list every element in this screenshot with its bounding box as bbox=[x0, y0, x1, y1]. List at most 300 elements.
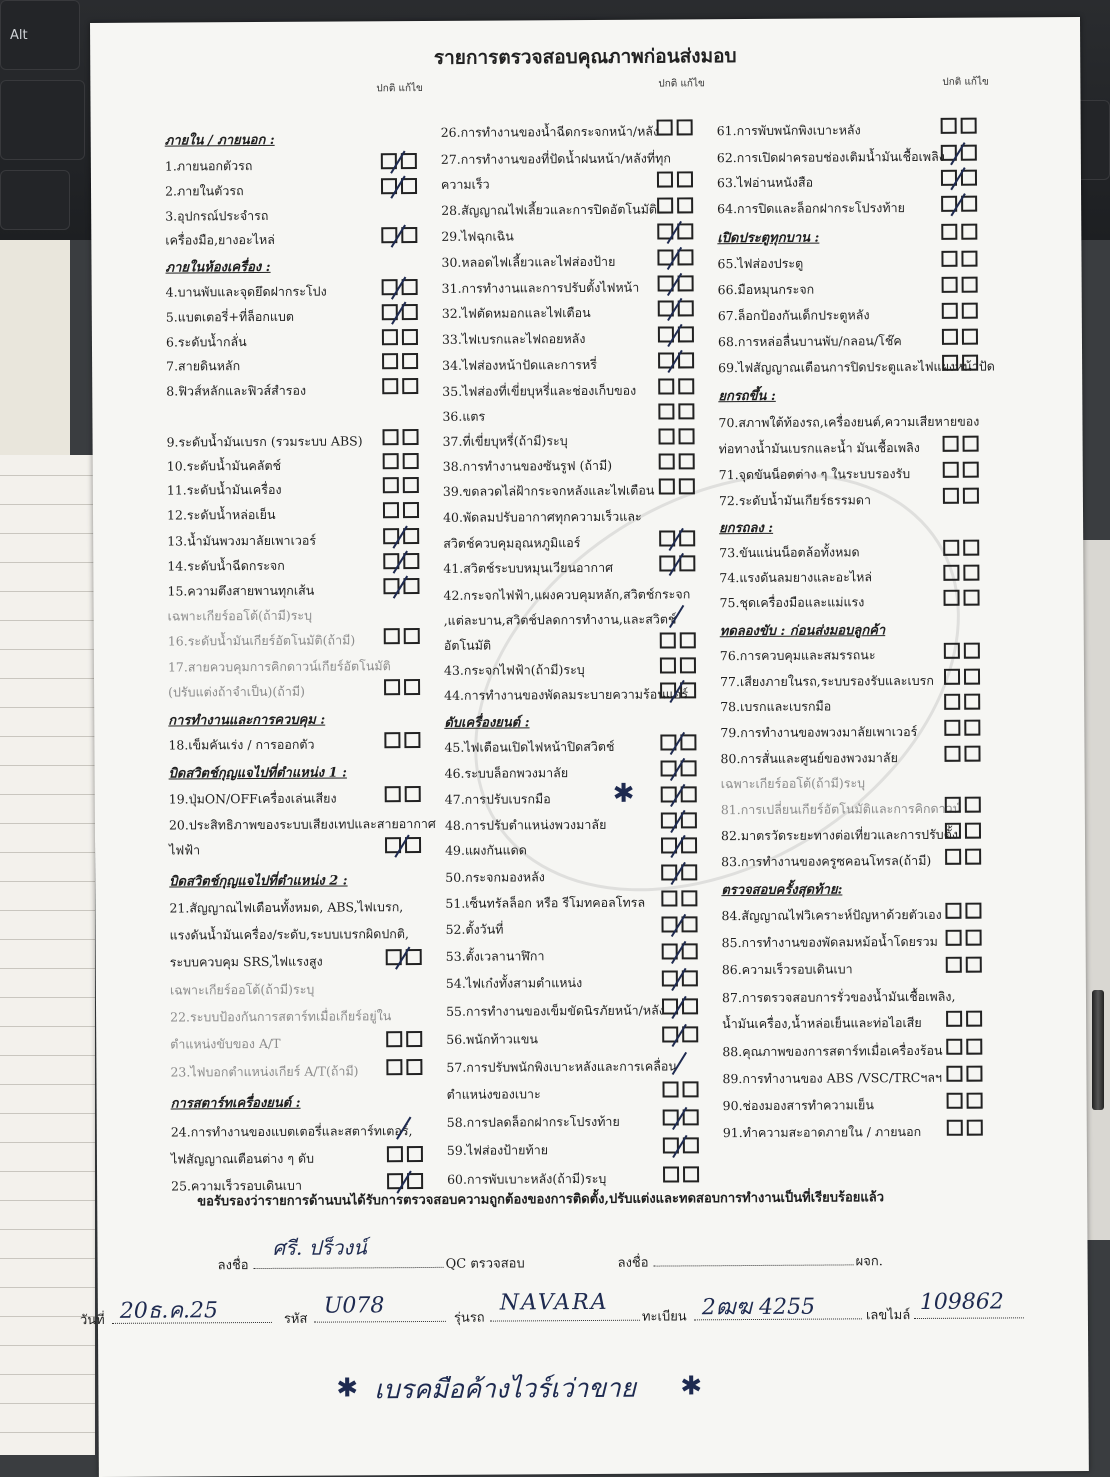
checkbox-fixed[interactable] bbox=[680, 682, 696, 698]
checkbox-fixed[interactable] bbox=[678, 403, 694, 419]
ruled-line bbox=[0, 794, 95, 795]
checkbox-fixed[interactable] bbox=[965, 823, 981, 839]
checklist-item-label: น้ำมันเครื่อง,น้ำหล่อเย็นและท่อไอเสีย bbox=[722, 1014, 922, 1032]
checkbox-fixed[interactable] bbox=[967, 1093, 983, 1109]
field-line bbox=[914, 1317, 1024, 1319]
checkbox-fixed[interactable] bbox=[680, 632, 696, 648]
checklist-item-label: เฉพาะเกียร์ออโต้(ถ้ามี)ระบุ bbox=[169, 981, 315, 998]
checkbox-fixed[interactable] bbox=[677, 171, 693, 187]
checkbox-fixed[interactable] bbox=[404, 628, 420, 644]
checkbox-normal[interactable] bbox=[943, 462, 959, 478]
code-value: U078 bbox=[323, 1293, 385, 1319]
checkbox-normal[interactable] bbox=[945, 797, 961, 813]
ruled-line bbox=[0, 881, 95, 882]
checkbox-fixed[interactable] bbox=[964, 694, 980, 710]
checklist-item-label: 46.ระบบล็อกพวงมาลัย bbox=[444, 765, 569, 781]
checkbox-normal[interactable] bbox=[383, 502, 399, 518]
checkbox-fixed[interactable] bbox=[681, 916, 697, 932]
checkbox-fixed[interactable] bbox=[678, 300, 694, 316]
checklist-item-label: 24.การทำงานของแบตเตอรี่และสตาร์ทเตอร์, bbox=[170, 1123, 413, 1140]
checkbox-normal[interactable] bbox=[384, 732, 400, 748]
checkbox-normal[interactable] bbox=[943, 565, 959, 581]
sign-label-qc: ลงชื่อ bbox=[217, 1258, 249, 1274]
checklist-item-label: 58.การปลดล็อกฝากระโปรงท้าย bbox=[446, 1113, 620, 1130]
checklist-item-label: 57.การปรับพนักพิงเบาะหลังและการเคลื่อน bbox=[446, 1058, 677, 1075]
checkbox-normal[interactable] bbox=[944, 643, 960, 659]
checklist-item-label: 51.เซ็นทรัลล็อก หรือ รีโมทคอลโทรล bbox=[445, 894, 646, 911]
checklist-item-label: ตำแหน่งของเบาะ bbox=[446, 1086, 541, 1102]
checkbox-fixed[interactable] bbox=[964, 669, 980, 685]
checklist-item-label: 83.การทำงานของครูซคอนโทรล(ถ้ามี) bbox=[721, 852, 932, 870]
code-label: รหัส bbox=[283, 1311, 308, 1327]
checklist-item-label: 39.ขดลวดไล่ฝ้ากระจกหลังและไฟเตือน bbox=[442, 482, 655, 499]
checklist-item-label: 67.ล็อกป้องกันเด็กประตูหลัง bbox=[717, 307, 870, 324]
checkbox-normal[interactable] bbox=[946, 1039, 962, 1055]
checkbox-fixed[interactable] bbox=[966, 930, 982, 946]
checklist-item-label: 27.การทำงานของที่ปัดน้ำฝนหน้า/หลังที่ทุก bbox=[440, 150, 671, 167]
ruled-line bbox=[0, 1432, 95, 1433]
checklist-item-label: 59.ไฟส่องป้ายท้าย bbox=[446, 1142, 549, 1158]
checkbox-normal[interactable] bbox=[946, 1011, 962, 1027]
checklist-item-label: 19.ปุ่มON/OFFเครื่องเล่นเสียง bbox=[168, 790, 337, 807]
checklist-item-label: เฉพาะเกียร์ออโต้(ถ้ามี)ระบุ bbox=[167, 607, 313, 624]
plate-label: ทะเบียน bbox=[641, 1309, 687, 1325]
checkbox-normal[interactable] bbox=[944, 720, 960, 736]
checklist-item-label: ,แต่ละบาน,สวิตช์ปลดการทำงาน,และสวิตช์ bbox=[443, 611, 677, 628]
checkbox-normal[interactable] bbox=[659, 453, 675, 469]
checkbox-normal[interactable] bbox=[659, 478, 675, 494]
checklist-item-label: 28.สัญญาณไฟเลี้ยวและการปิดอัตโนมัติ bbox=[441, 201, 658, 218]
ruled-line bbox=[0, 1287, 95, 1288]
checkbox-fixed[interactable] bbox=[403, 502, 419, 518]
checkbox-fixed[interactable] bbox=[682, 998, 698, 1014]
checklist-item-label: 36.แตร bbox=[442, 408, 486, 424]
checkbox-fixed[interactable] bbox=[965, 797, 981, 813]
checkbox-fixed[interactable] bbox=[678, 326, 694, 342]
checkbox-fixed[interactable] bbox=[402, 353, 418, 369]
ruled-line bbox=[0, 1084, 95, 1085]
checklist-item-label: 91.ทำความสะอาดภายใน / ภายนอก bbox=[722, 1123, 922, 1141]
checkbox-fixed[interactable] bbox=[682, 943, 698, 959]
checkbox-fixed[interactable] bbox=[961, 170, 977, 186]
checkbox-fixed[interactable] bbox=[963, 540, 979, 556]
checklist-item-label: 25.ความเร็วรอบเดินเบา bbox=[171, 1177, 303, 1194]
checkbox-normal[interactable] bbox=[942, 303, 958, 319]
checklist-item-label: 64.การปิดและล็อกฝากระโปรงท้าย bbox=[717, 200, 905, 217]
checklist-item-label: 13.น้ำมันพวงมาลัยเพาเวอร์ bbox=[167, 532, 317, 549]
checkbox-fixed[interactable] bbox=[681, 864, 697, 880]
checkbox-fixed[interactable] bbox=[963, 462, 979, 478]
model-value: NAVARA bbox=[499, 1289, 609, 1316]
checkbox-normal[interactable] bbox=[943, 590, 959, 606]
checkbox-normal[interactable] bbox=[946, 930, 962, 946]
checkbox-fixed[interactable] bbox=[966, 1011, 982, 1027]
checkbox-normal[interactable] bbox=[945, 849, 961, 865]
checklist-item-label: ความเร็ว bbox=[440, 176, 490, 192]
ruled-line bbox=[0, 765, 95, 766]
model-label: รุ่นรถ bbox=[453, 1310, 485, 1326]
ruled-line bbox=[0, 1403, 95, 1404]
checkbox-normal[interactable] bbox=[947, 1120, 963, 1136]
section-heading: บิดสวิตช์กุญแจไปที่ตำแหน่ง 1 : bbox=[168, 765, 347, 782]
checkbox-normal[interactable] bbox=[947, 1093, 963, 1109]
alt-key: Alt bbox=[0, 0, 80, 70]
checkbox-fixed[interactable] bbox=[405, 837, 421, 853]
ruled-line bbox=[0, 1345, 95, 1346]
checkbox-normal[interactable] bbox=[386, 1059, 402, 1075]
ruled-line bbox=[0, 939, 95, 940]
checkbox-fixed[interactable] bbox=[966, 1039, 982, 1055]
checkbox-normal[interactable] bbox=[658, 378, 674, 394]
checklist-item-label: 29.ไฟฉุกเฉิน bbox=[441, 228, 514, 244]
checklist-item-label: 4.บานพับและจุดยึดฝากระโปง bbox=[165, 283, 327, 300]
checkbox-fixed[interactable] bbox=[965, 849, 981, 865]
section-heading: ตรวจสอบครั้งสุดท้าย: bbox=[721, 882, 843, 899]
manager-role-label: ผจก. bbox=[855, 1254, 883, 1270]
checklist-item-label: 82.มาตรวัดระยะทางต่อเที่ยวและการปรับตั้ง bbox=[720, 826, 958, 844]
checklist-item-label: 8.ฟิวส์หลักและฟิวส์สำรอง bbox=[166, 382, 307, 399]
checkbox-fixed[interactable] bbox=[406, 1059, 422, 1075]
checkbox-normal[interactable] bbox=[382, 378, 398, 394]
certification-text: ขอรับรองว่ารายการด้านบนได้รับการตรวจสอบความถูกต้องของการติดตั้ง,ปรับแต่งและทดสอบการทำงานเป็นที่เรียบร้อยแล้ว bbox=[197, 1190, 885, 1210]
ruled-line bbox=[0, 678, 95, 679]
checklist-item-label: 43.กระจกไฟฟ้า(ถ้ามี)ระบุ bbox=[443, 662, 585, 678]
checkbox-fixed[interactable] bbox=[682, 1081, 698, 1097]
ruled-line bbox=[0, 475, 95, 476]
checklist-item-label: เฉพาะเกียร์ออโต้(ถ้ามี)ระบุ bbox=[720, 775, 866, 792]
checklist-item-label: 69.ไฟสัญญาณเตือนการปิดประตูและไฟแผงหน้าปัด bbox=[718, 358, 995, 376]
pen bbox=[1092, 990, 1104, 1110]
checkbox-fixed[interactable] bbox=[406, 949, 422, 965]
checkbox-fixed[interactable] bbox=[407, 1146, 423, 1162]
checklist-item-label: 37.ที่เขี่ยบุหรี่(ถ้ามี)ระบุ bbox=[442, 433, 568, 449]
checklist-item-label: 45.ไฟเตือนเปิดไฟหน้าปิดสวิตช์ bbox=[444, 738, 615, 755]
checklist-item-label: 68.การหล่อลื่นบานพับ/กลอน/โช๊ค bbox=[717, 333, 902, 350]
checklist-item-label: 6.ระดับน้ำกลั่น bbox=[165, 334, 247, 350]
checkbox-fixed[interactable] bbox=[403, 528, 419, 544]
checklist-item-label: ระบบควบคุม SRS,ไฟแรงสูง bbox=[169, 953, 323, 970]
checklist-item-label: 77.เสียงภายในรถ,ระบบรองรับและเบรก bbox=[719, 672, 934, 690]
checkbox-fixed[interactable] bbox=[962, 303, 978, 319]
checkbox-fixed[interactable] bbox=[683, 1109, 699, 1125]
page-title: รายการตรวจสอบคุณภาพก่อนส่งมอบ bbox=[433, 45, 737, 69]
checkbox-fixed[interactable] bbox=[681, 760, 697, 776]
checklist-item-label: 63.ไฟอ่านหนังสือ bbox=[716, 174, 814, 191]
field-line bbox=[314, 1321, 446, 1323]
checkbox-normal[interactable] bbox=[385, 786, 401, 802]
checkbox-fixed[interactable] bbox=[683, 1137, 699, 1153]
ruled-line bbox=[0, 997, 95, 998]
checkbox-fixed[interactable] bbox=[962, 277, 978, 293]
ruled-line bbox=[0, 1258, 95, 1259]
checkbox-normal[interactable] bbox=[662, 1081, 678, 1097]
checkbox-fixed[interactable] bbox=[403, 477, 419, 493]
checkbox-fixed[interactable] bbox=[679, 453, 695, 469]
ruled-line bbox=[0, 1171, 95, 1172]
checklist-item-label: 26.การทำงานของน้ำฉีดกระจกหน้า/หลัง bbox=[440, 123, 660, 140]
checkbox-normal[interactable] bbox=[945, 823, 961, 839]
checkbox-fixed[interactable] bbox=[961, 251, 977, 267]
checkbox-normal[interactable] bbox=[942, 277, 958, 293]
date-label: วันที่ bbox=[79, 1312, 105, 1329]
checkbox-fixed[interactable] bbox=[401, 178, 417, 194]
checkbox-normal[interactable] bbox=[382, 429, 398, 445]
checkbox-normal[interactable] bbox=[386, 1031, 402, 1047]
checkbox-normal[interactable] bbox=[661, 890, 677, 906]
checkbox-fixed[interactable] bbox=[677, 249, 693, 265]
checklist-item-label: 87.การตรวจสอบการรั่วของน้ำมันเชื้อเพลิง, bbox=[721, 988, 956, 1006]
checkbox-normal[interactable] bbox=[944, 669, 960, 685]
checklist-item-label: เครื่องมือ,ยางอะไหล่ bbox=[165, 231, 275, 248]
column-header: ปกติ แก้ไข bbox=[658, 78, 705, 90]
ruled-line bbox=[0, 910, 95, 911]
checkbox-fixed[interactable] bbox=[681, 812, 697, 828]
checkbox-fixed[interactable] bbox=[680, 734, 696, 750]
checkbox-fixed[interactable] bbox=[681, 837, 697, 853]
checkbox-fixed[interactable] bbox=[678, 352, 694, 368]
checkbox-normal[interactable] bbox=[657, 171, 673, 187]
checklist-item-label: 56.พนักท้าวแขน bbox=[446, 1031, 538, 1047]
checkbox-fixed[interactable] bbox=[681, 786, 697, 802]
checklist-item-label: 23.ไฟบอกตำแหน่งเกียร์ A/T(ถ้ามี) bbox=[170, 1063, 359, 1080]
checkbox-fixed[interactable] bbox=[966, 1066, 982, 1082]
checklist-item-label: ท่อทางน้ำมันเบรกและน้ำ มันเชื้อเพลิง bbox=[718, 439, 920, 457]
checkbox-fixed[interactable] bbox=[678, 428, 694, 444]
checkbox-fixed[interactable] bbox=[962, 329, 978, 345]
checkbox-normal[interactable] bbox=[663, 1166, 679, 1182]
mileage-value: 109862 bbox=[919, 1289, 1004, 1315]
checklist-item-label: 1.ภายนอกตัวรถ bbox=[164, 158, 253, 174]
star-mark: ✱ bbox=[612, 778, 635, 809]
checkbox-fixed[interactable] bbox=[967, 1120, 983, 1136]
qc-signature: ศรี. ปร็วงน์ bbox=[272, 1235, 367, 1260]
checkbox-normal[interactable] bbox=[941, 118, 957, 134]
checklist-item-label: 78.เบรกและเบรกมือ bbox=[720, 698, 832, 715]
ruled-line bbox=[0, 504, 95, 505]
keyboard-key bbox=[0, 80, 85, 160]
checkbox-normal[interactable] bbox=[943, 488, 959, 504]
checklist-item-label: 10.ระดับน้ำมันคลัตช์ bbox=[166, 457, 282, 474]
checklist-item-label: 14.ระดับน้ำฉีดกระจก bbox=[167, 557, 285, 574]
checkbox-fixed[interactable] bbox=[678, 275, 694, 291]
checkbox-fixed[interactable] bbox=[966, 957, 982, 973]
checkbox-fixed[interactable] bbox=[404, 732, 420, 748]
checkbox-normal[interactable] bbox=[946, 957, 962, 973]
checkbox-fixed[interactable] bbox=[964, 746, 980, 762]
checkbox-fixed[interactable] bbox=[963, 590, 979, 606]
checkbox-fixed[interactable] bbox=[680, 657, 696, 673]
checklist-item-label: 48.การปรับตำแหน่งพวงมาลัย bbox=[444, 816, 607, 833]
checkbox-fixed[interactable] bbox=[677, 197, 693, 213]
checklist-item-label: 72.ระดับน้ำมันเกียร์ธรรมดา bbox=[718, 492, 872, 509]
checkbox-normal[interactable] bbox=[942, 329, 958, 345]
checkbox-normal[interactable] bbox=[944, 746, 960, 762]
checkbox-fixed[interactable] bbox=[405, 786, 421, 802]
section-heading: ทดลองขับ : ก่อนส่งมอบลูกค้า bbox=[719, 623, 886, 640]
checkbox-fixed[interactable] bbox=[402, 279, 418, 295]
checkbox-fixed[interactable] bbox=[402, 429, 418, 445]
checkbox-fixed[interactable] bbox=[679, 555, 695, 571]
checkbox-fixed[interactable] bbox=[404, 679, 420, 695]
checklist-item-label: 3.อุปกรณ์ประจำรถ bbox=[165, 207, 269, 224]
ruled-line bbox=[0, 852, 95, 853]
ruled-line bbox=[0, 620, 95, 621]
checkbox-normal[interactable] bbox=[387, 1146, 403, 1162]
checklist-item-label: 22.ระบบป้องกันการสตาร์ทเมื่อเกียร์อยู่ใน bbox=[170, 1008, 392, 1025]
checklist-item-label: 89.การทำงานของ ABS /VSC/TRCฯลฯ bbox=[722, 1069, 943, 1087]
signature-line bbox=[254, 1267, 444, 1269]
checklist-item-label: 86.ความเร็วรอบเดินเบา bbox=[721, 961, 853, 978]
field-line bbox=[490, 1320, 640, 1322]
checklist-item-label: 88.คุณภาพของการสตาร์ทเมื่อเครื่องร้อน bbox=[722, 1042, 943, 1060]
checkbox-fixed[interactable] bbox=[401, 227, 417, 243]
checkbox-normal[interactable] bbox=[660, 657, 676, 673]
checkbox-normal[interactable] bbox=[946, 1066, 962, 1082]
checklist-item-label: 12.ระดับน้ำหล่อเย็น bbox=[166, 506, 276, 523]
checklist-item-label: 42.กระจกไฟฟ้า,แผงควบคุมหลัก,สวิตช์กระจก bbox=[443, 586, 691, 603]
ruled-line bbox=[0, 1113, 95, 1114]
checkbox-fixed[interactable] bbox=[963, 565, 979, 581]
signature-line bbox=[654, 1264, 854, 1266]
checklist-item-label: 30.หลอดไฟเลี้ยวและไฟส่องป้าย bbox=[441, 253, 616, 270]
checkbox-normal[interactable] bbox=[944, 694, 960, 710]
checklist-item-label: 9.ระดับน้ำมันเบรก (รวมระบบ ABS) bbox=[166, 433, 363, 450]
column-header: ปกติ แก้ไข bbox=[376, 82, 423, 95]
checkbox-fixed[interactable] bbox=[682, 1026, 698, 1042]
lined-notepad bbox=[0, 455, 95, 1455]
checkbox-fixed[interactable] bbox=[683, 1166, 699, 1182]
section-heading: ภายใน / ภายนอก : bbox=[164, 132, 275, 149]
checkbox-fixed[interactable] bbox=[964, 720, 980, 736]
ruled-line bbox=[0, 1229, 95, 1230]
checkbox-fixed[interactable] bbox=[965, 903, 981, 919]
star-mark: ✱ bbox=[680, 1371, 703, 1402]
ruled-line bbox=[0, 823, 95, 824]
checklist-item-label: 71.จุดขันน็อตต่าง ๆ ในระบบรองรับ bbox=[718, 466, 911, 483]
section-heading: การทำงานและการควบคุม : bbox=[168, 712, 326, 729]
checklist-item-label: 18.เข็มคันเร่ง / การออกตัว bbox=[168, 736, 315, 753]
checkbox-normal[interactable] bbox=[943, 436, 959, 452]
checkbox-fixed[interactable] bbox=[407, 1173, 423, 1189]
checkbox-fixed[interactable] bbox=[406, 1031, 422, 1047]
checkbox-normal[interactable] bbox=[382, 353, 398, 369]
checkbox-fixed[interactable] bbox=[961, 224, 977, 240]
checkbox-fixed[interactable] bbox=[679, 530, 695, 546]
checkbox-fixed[interactable] bbox=[962, 355, 978, 371]
checklist-item-label: 53.ตั้งเวลานาฬิกา bbox=[445, 948, 545, 964]
checklist-item-label: 40.พัดลมปรับอากาศทุกความเร็วและ bbox=[442, 508, 642, 525]
checkbox-fixed[interactable] bbox=[681, 890, 697, 906]
checklist-item-label: 62.การเปิดฝาครอบช่องเติมน้ำมันเชื้อเพลิง bbox=[716, 148, 945, 166]
checklist-item-label: 54.ไฟเก๋งทั้งสามตำแหน่ง bbox=[445, 975, 583, 991]
ruled-line bbox=[0, 591, 95, 592]
checkbox-normal[interactable] bbox=[657, 197, 673, 213]
notebook-edge bbox=[0, 240, 70, 455]
checkbox-fixed[interactable] bbox=[403, 453, 419, 469]
checklist-item-label: 7.สายดินหลัก bbox=[166, 358, 241, 374]
checkbox-normal[interactable] bbox=[384, 628, 400, 644]
checklist-item-label: สวิตช์ควบคุมอุณหภูมิแอร์ bbox=[443, 535, 581, 551]
checklist-item-label: ตำแหน่งขับของ A/T bbox=[170, 1035, 281, 1052]
checkbox-normal[interactable] bbox=[658, 403, 674, 419]
checkbox-fixed[interactable] bbox=[677, 119, 693, 135]
qc-checklist-form bbox=[79, 17, 1089, 1477]
checkbox-fixed[interactable] bbox=[963, 488, 979, 504]
checklist-item-label: 70.สภาพใต้ท้องรถ,เครื่องยนต์,ความเสียหายของ bbox=[718, 413, 980, 431]
checkbox-fixed[interactable] bbox=[682, 970, 698, 986]
checklist-item-label: 73.ขันแน่นน็อตล้อทั้งหมด bbox=[719, 544, 860, 561]
sign-label-manager: ลงชื่อ bbox=[617, 1255, 649, 1271]
ruled-line bbox=[0, 736, 95, 737]
ruled-line bbox=[0, 649, 95, 650]
checkbox-normal[interactable] bbox=[657, 119, 673, 135]
checklist-item-label: 66.มือหมุนกระจก bbox=[717, 281, 815, 298]
checkbox-normal[interactable] bbox=[941, 224, 957, 240]
ruled-line bbox=[0, 1200, 95, 1201]
checkbox-normal[interactable] bbox=[382, 329, 398, 345]
column-header: ปกติ แก้ไข bbox=[942, 76, 989, 88]
checklist-item-label: 33.ไฟเบรกและไฟถอยหลัง bbox=[441, 331, 586, 347]
checkbox-normal[interactable] bbox=[383, 453, 399, 469]
ruled-line bbox=[0, 1055, 95, 1056]
checklist-item-label: อัตโนมัติ bbox=[443, 637, 492, 653]
checkbox-fixed[interactable] bbox=[402, 378, 418, 394]
checklist-item-label: ไฟสัญญาณเตือนต่าง ๆ ดับ bbox=[170, 1150, 315, 1167]
checklist-item-label: 5.แบตเตอรี่+ที่ล็อกแบต bbox=[165, 308, 295, 325]
checkbox-fixed[interactable] bbox=[961, 145, 977, 161]
checkbox-fixed[interactable] bbox=[403, 553, 419, 569]
checklist-item-label: 15.ความตึงสายพานทุกเส้น bbox=[167, 582, 315, 599]
checkbox-fixed[interactable] bbox=[403, 578, 419, 594]
qc-role-label: QC ตรวจสอบ bbox=[445, 1256, 525, 1272]
checkbox-normal[interactable] bbox=[945, 903, 961, 919]
checkbox-normal[interactable] bbox=[942, 355, 958, 371]
checkbox-fixed[interactable] bbox=[679, 478, 695, 494]
checkbox-normal[interactable] bbox=[660, 632, 676, 648]
checklist-item-label: 2.ภายในตัวรถ bbox=[164, 183, 244, 199]
plate-value: 2ฒฆ 4255 bbox=[701, 1294, 816, 1321]
mileage-label: เลขไมล์ bbox=[865, 1308, 911, 1324]
checklist-item-label: 76.การควบคุมและสมรรถนะ bbox=[719, 647, 876, 664]
checkbox-fixed[interactable] bbox=[401, 153, 417, 169]
checkbox-fixed[interactable] bbox=[677, 223, 693, 239]
checkbox-fixed[interactable] bbox=[964, 643, 980, 659]
checkbox-normal[interactable] bbox=[384, 679, 400, 695]
checkbox-normal[interactable] bbox=[658, 428, 674, 444]
checklist-item-label: 49.แผงกันแดด bbox=[445, 842, 527, 858]
checkbox-normal[interactable] bbox=[941, 251, 957, 267]
date-value: 20ธ.ค.25 bbox=[119, 1298, 219, 1324]
checkbox-fixed[interactable] bbox=[963, 436, 979, 452]
checklist-item-label: 35.ไฟส่องที่เขี่ยบุหรี่และช่องเก็บของ bbox=[442, 382, 637, 399]
checkbox-fixed[interactable] bbox=[402, 329, 418, 345]
ruled-line bbox=[0, 1374, 95, 1375]
keyboard-key bbox=[0, 170, 70, 230]
checklist-item-label: 32.ไฟตัดหมอกและไฟเตือน bbox=[441, 304, 591, 321]
checkbox-fixed[interactable] bbox=[961, 118, 977, 134]
checkbox-fixed[interactable] bbox=[678, 378, 694, 394]
checklist-item-label: 20.ประสิทธิภาพของระบบเสียงเทปและสายอากาศ bbox=[168, 815, 436, 833]
checkbox-normal[interactable] bbox=[943, 540, 959, 556]
ruled-line bbox=[0, 562, 95, 563]
ruled-line bbox=[0, 707, 95, 708]
ruled-line bbox=[0, 968, 95, 969]
checkbox-normal[interactable] bbox=[383, 477, 399, 493]
checkbox-fixed[interactable] bbox=[402, 304, 418, 320]
checklist-item-label: 90.ช่องมองสารทำความเย็น bbox=[722, 1097, 874, 1114]
checkbox-fixed[interactable] bbox=[961, 196, 977, 212]
checklist-item-label: 61.การพับพนักพิงเบาะหลัง bbox=[716, 122, 861, 139]
